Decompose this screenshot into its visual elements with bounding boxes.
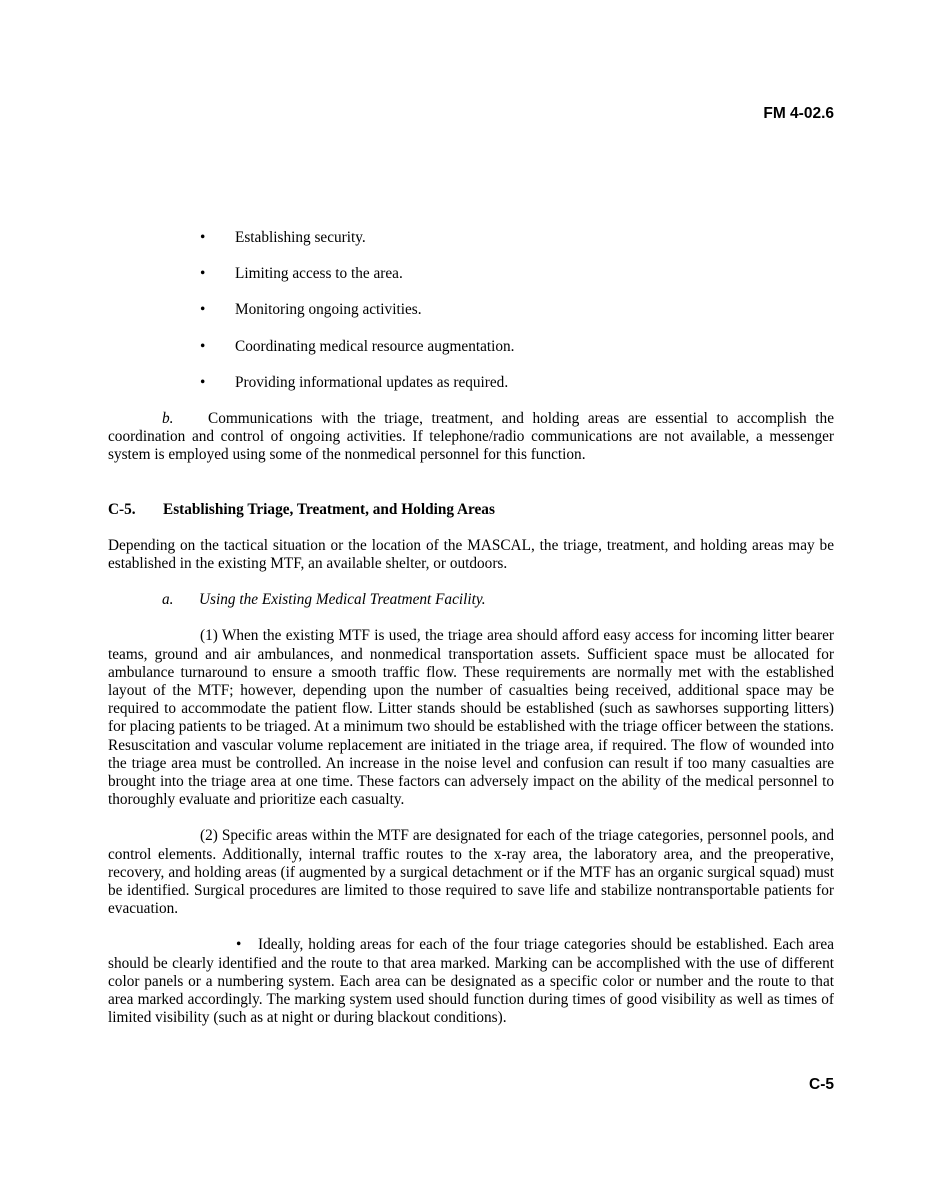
paragraph-2: (2) Specific areas within the MTF are designated for each of the triage categories, personnel pools, and control elements. Additionally, internal traffic routes to the x-ray area, the laboratory area, and the preoperative, recovery, and holding areas (if augmented by a surgical detachment or if the MTF has an organic surgical squad) must be identified. Surgical procedures are limited to those required to save life and stabilize nontransportable patients for evacuation.	[108, 827, 834, 918]
bullet-icon: •	[200, 265, 206, 283]
section-intro: Depending on the tactical situation or the location of the MASCAL, the triage, treatment, and holding areas may be established in the existing MTF, an available shelter, or outdoors.	[108, 536, 834, 573]
section-heading	[108, 501, 834, 519]
paragraph-b	[108, 410, 834, 465]
paragraph-1: (1) When the existing MTF is used, the triage area should afford easy access for incoming litter bearer teams, ground and air ambulances, and nonmedical transportation assets. Sufficient space must be allocated for ambulance turnaround to ensure a smooth traffic flow. These requirements are normally met with the established layout of the MTF; however, depending upon the number of casualties being received, additional space may be required to accommodate the patient flow. Litter stands should be established (such as sawhorses supporting litters) for placing patients to be triaged. At a minimum two should be established with the triage officer between the stations. Resuscitation and vascular volume replacement are initiated in the triage area, if required. The flow of wounded into the triage area must be controlled. An increase in the noise level and confusion can result if too many casualties are brought into the triage area at one time. These factors can adversely impact on the ability of the medical personnel to thoroughly evaluate and prioritize each casualty.	[108, 627, 834, 809]
paragraph-text: Communications with the triage, treatment, and holding areas are essential to accomplish the coordination and control of ongoing activities. If telephone/radio communications are not available, a messenger system is employed using some of the nonmedical personnel for this function.	[108, 410, 835, 464]
section-title: Establishing Triage, Treatment, and Holding Areas	[163, 500, 495, 518]
list-item: • Providing informational updates as required.	[200, 373, 509, 391]
bullet-icon: •	[200, 229, 206, 246]
bullet-icon: •	[200, 337, 206, 355]
list-item: • Limiting access to the area.	[200, 265, 403, 283]
page-body	[108, 229, 834, 1046]
page-number-footer: C-5	[809, 1076, 834, 1093]
subsection-title: Using the Existing Medical Treatment Facility.	[199, 591, 486, 609]
paragraph-letter: b.	[162, 410, 174, 428]
bullet-list	[108, 229, 834, 392]
list-item: • Establishing security.	[200, 229, 366, 246]
subsection-letter: a.	[162, 591, 174, 609]
bullet-paragraph	[108, 936, 834, 1027]
bullet-icon: •	[236, 936, 242, 954]
list-item: • Monitoring ongoing activities.	[200, 301, 422, 319]
section-number: C-5.	[108, 500, 136, 518]
subsection-heading	[108, 591, 834, 609]
list-item: • Coordinating medical resource augmentation.	[200, 337, 515, 355]
document-id-header: FM 4-02.6	[763, 105, 834, 122]
bullet-icon: •	[200, 301, 206, 319]
bullet-paragraph-text: Ideally, holding areas for each of the four triage categories should be established. Each area should be clearly identified and the route to that area marked. Marking can be accomplished with the use of different color panels or a numbering system. Each area can be designated as a specific color or number and the route to that area marked accordingly. The marking system used should function during times of good visibility as well as times of limited visibility (such as at night or during blackout conditions).	[108, 936, 834, 1027]
bullet-icon: •	[200, 373, 206, 391]
